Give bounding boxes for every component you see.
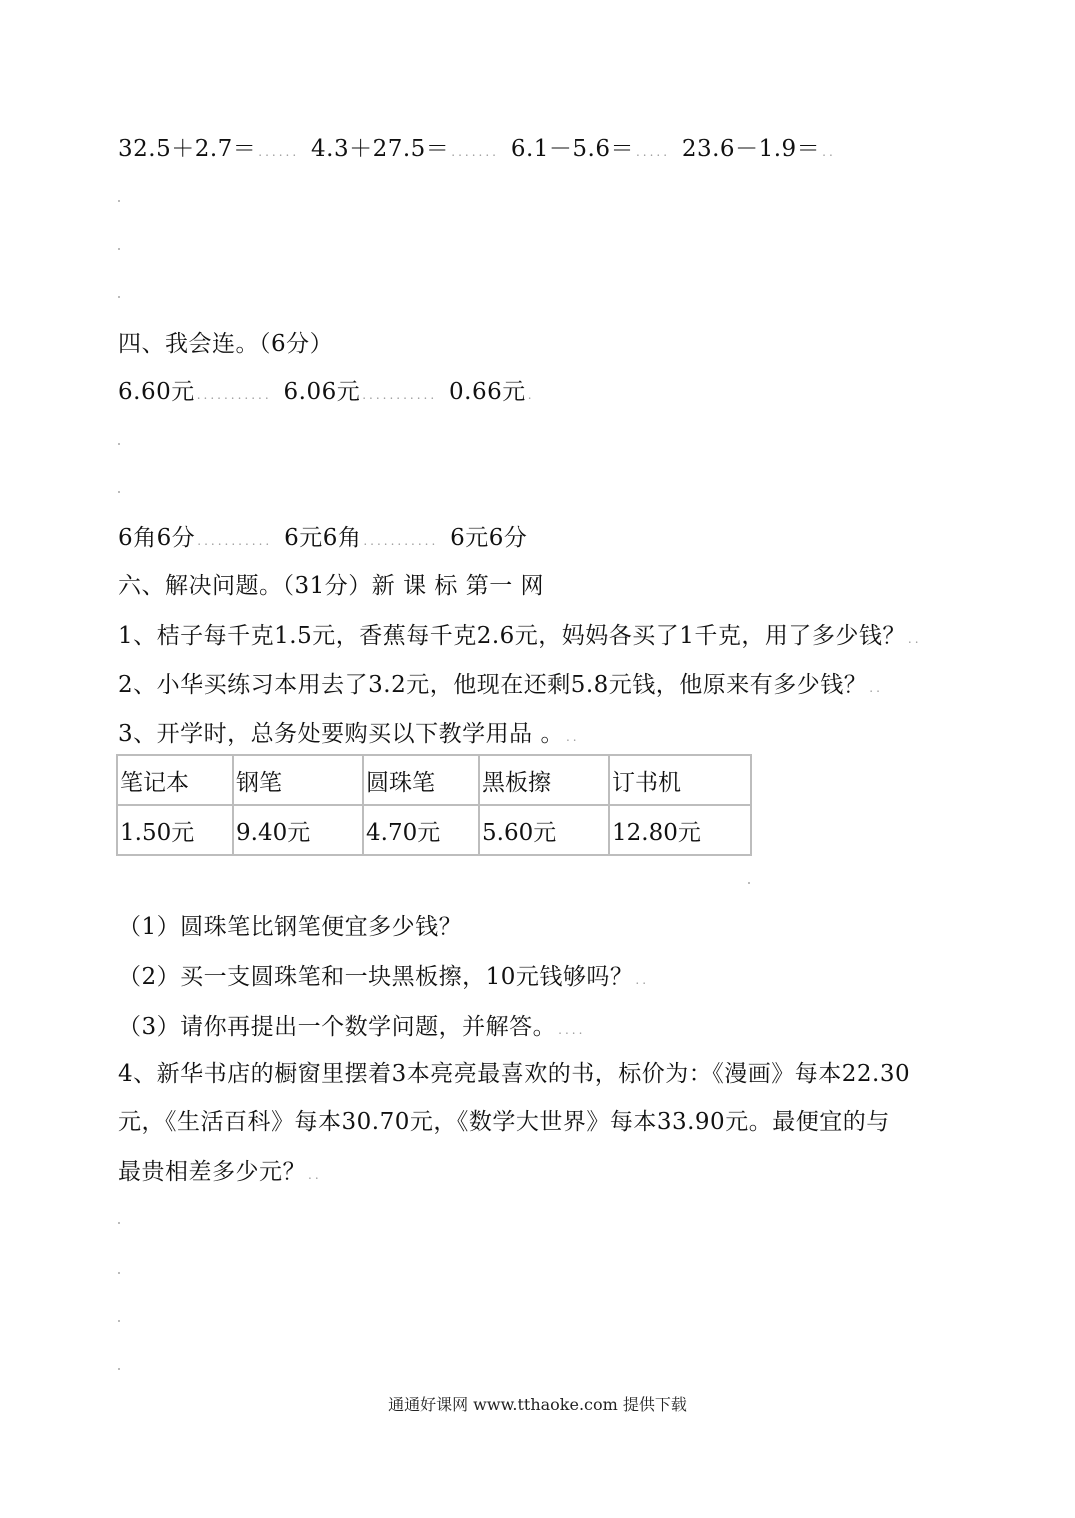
table-price-cell: 12.80元 [609, 805, 751, 855]
section6-title: 六、解决问题。（31分）新 课 标 第一 网 [118, 573, 545, 599]
match-bottom-3: 6元6分 [450, 525, 528, 551]
question-4-line-3: 最贵相差多少元？ .. [118, 1159, 322, 1185]
match-top-3: 0.66元 [449, 379, 526, 405]
question-2: 2、小华买练习本用去了3.2元，他现在还剩5.8元钱，他原来有多少钱？ .. [118, 672, 883, 698]
calc-row: 32.5＋2.7＝ ...... 4.3＋27.5＝ ....... 6.1－5.6＝ ..... 23.6－1.9＝ .. [118, 136, 836, 162]
section4-title: 四、我会连。（6分） [118, 331, 334, 357]
match-bottom-2: 6元6角 [284, 525, 362, 551]
stray-dot [118, 443, 120, 445]
stray-dot [118, 1222, 120, 1224]
table-header-cell: 笔记本 [117, 755, 233, 805]
stray-dot [118, 248, 120, 250]
table-row [117, 805, 751, 855]
match-bottom-row: 6角6分 ........... 6元6角 ........... 6元6分 [118, 525, 528, 551]
question-3-1: （1）圆珠笔比钢笔便宜多少钱？ [118, 914, 463, 940]
match-top-2: 6.06元 [283, 379, 361, 405]
footer-text: 通通好课网 www.tthaoke.com 提供下载 [388, 1395, 687, 1414]
table-price-cell: 5.60元 [479, 805, 609, 855]
table-header-cell: 黑板擦 [479, 755, 609, 805]
table-row [117, 755, 751, 805]
match-bottom-1: 6角6分 [118, 525, 196, 551]
stray-dot [118, 1320, 120, 1322]
table-price-cell: 9.40元 [233, 805, 363, 855]
stray-dot [748, 882, 750, 884]
question-4-line-2: 元，《生活百科》每本30.70元，《数学大世界》每本33.90元。最便宜的与 [118, 1109, 890, 1135]
stray-dot [118, 200, 120, 202]
table-header-cell: 钢笔 [233, 755, 363, 805]
stray-dot [118, 1368, 120, 1370]
calc-2: 4.3＋27.5＝ [311, 136, 450, 162]
question-1: 1、桔子每千克1.5元，香蕉每千克2.6元，妈妈各买了1千克，用了多少钱？ .. [118, 623, 922, 649]
table-price-cell: 1.50元 [117, 805, 233, 855]
question-4-line-1: 4、新华书店的橱窗里摆着3本亮亮最喜欢的书，标价为：《漫画》每本22.30 [118, 1061, 911, 1087]
calc-3: 6.1－5.6＝ [510, 136, 634, 162]
match-top-1: 6.60元 [118, 379, 195, 405]
stray-dot [118, 491, 120, 493]
stray-dot [118, 1272, 120, 1274]
calc-1: 32.5＋2.7＝ [118, 136, 257, 162]
supplies-table [116, 754, 752, 856]
question-3: 3、开学时，总务处要购买以下教学用品 。 .. [118, 721, 580, 747]
table-price-cell: 4.70元 [363, 805, 479, 855]
table-header-cell: 订书机 [609, 755, 751, 805]
stray-dot [118, 296, 120, 298]
table-header-cell: 圆珠笔 [363, 755, 479, 805]
calc-4: 23.6－1.9＝ [681, 136, 821, 162]
match-top-row: 6.60元 ........... 6.06元 ........... 0.66元 . [118, 379, 535, 405]
question-3-2: （2）买一支圆珠笔和一块黑板擦，10元钱够吗？ .. [118, 964, 650, 990]
question-3-3: （3）请你再提出一个数学问题，并解答。 .... [118, 1014, 586, 1040]
